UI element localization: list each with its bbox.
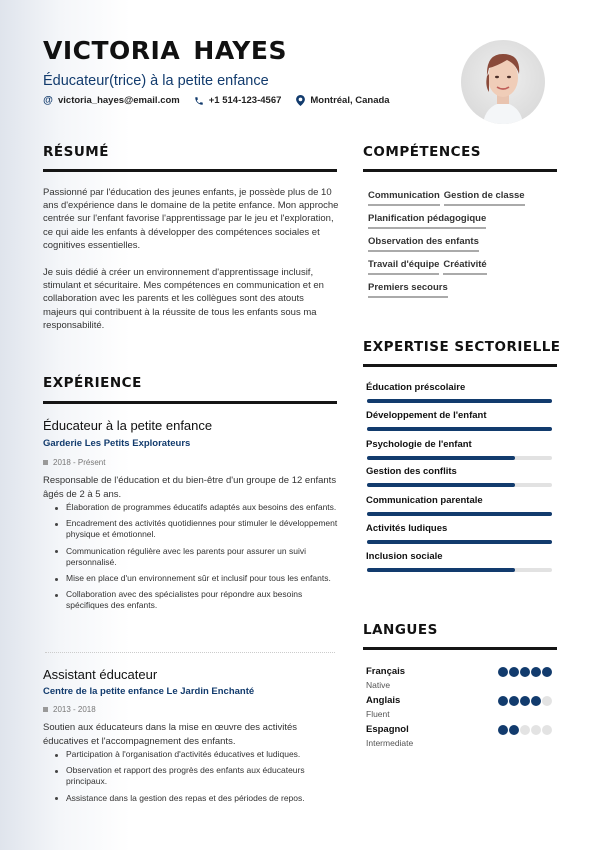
contact-email[interactable] xyxy=(43,95,180,106)
contact-bar xyxy=(43,95,390,106)
expertise-bar-track xyxy=(367,456,552,460)
location-text: Montréal, Canada xyxy=(310,95,390,106)
expertise-item xyxy=(366,466,554,487)
phone-icon xyxy=(194,96,204,106)
language-name: Français xyxy=(366,666,406,677)
expertise-heading-rule xyxy=(363,364,557,367)
experience-heading: EXPÉRIENCE xyxy=(43,375,142,391)
location-pin-icon xyxy=(295,95,305,106)
expertise-bar-fill xyxy=(367,483,515,487)
candidate-title: Éducateur(trice) à la petite enfance xyxy=(43,73,269,89)
language-level: Intermediate xyxy=(366,738,414,748)
language-rating xyxy=(498,667,552,677)
expertise-label: Psychologie de l'enfant xyxy=(366,439,472,450)
rating-dot-filled xyxy=(542,667,552,677)
job-dates-text: 2018 - Présent xyxy=(53,458,106,467)
rating-dot-filled xyxy=(531,696,541,706)
job-dates-text: 2013 - 2018 xyxy=(53,705,96,714)
language-item xyxy=(366,724,556,748)
calendar-icon xyxy=(43,707,48,712)
job-bullet: Observation et rapport des progrès des enfants aux éducateurs principaux. xyxy=(52,765,342,787)
rating-dot-empty xyxy=(542,696,552,706)
skill-tag: Gestion de classe xyxy=(444,189,525,206)
rating-dot-filled xyxy=(520,667,530,677)
rating-dot-filled xyxy=(509,667,519,677)
expertise-label: Communication parentale xyxy=(366,495,483,506)
job-dates xyxy=(43,458,105,467)
expertise-bar-fill xyxy=(367,568,515,572)
rating-dot-filled xyxy=(520,696,530,706)
language-level: Fluent xyxy=(366,709,390,719)
skills-heading: COMPÉTENCES xyxy=(363,144,482,160)
skills-list xyxy=(368,189,558,298)
expertise-item xyxy=(366,523,554,544)
rating-dot-empty xyxy=(520,725,530,735)
job-title: Éducateur à la petite enfance xyxy=(43,418,213,433)
resume-heading-rule xyxy=(43,169,337,172)
language-item xyxy=(366,695,556,719)
calendar-icon xyxy=(43,460,48,465)
email-text: victoria_hayes@email.com xyxy=(58,95,180,106)
expertise-bar-fill xyxy=(367,456,515,460)
expertise-bar-track xyxy=(367,483,552,487)
profile-photo xyxy=(461,40,545,124)
job-divider xyxy=(45,652,335,653)
portrait-illustration xyxy=(461,40,545,124)
language-level: Native xyxy=(366,680,391,690)
experience-heading-rule xyxy=(43,401,337,404)
job-dates xyxy=(43,705,96,714)
rating-dot-filled xyxy=(498,696,508,706)
expertise-item xyxy=(366,551,554,572)
expertise-label: Inclusion sociale xyxy=(366,551,443,562)
expertise-item xyxy=(366,410,554,431)
job-company: Garderie Les Petits Explorateurs xyxy=(43,438,191,449)
expertise-item xyxy=(366,382,554,403)
expertise-bar-track xyxy=(367,568,552,572)
expertise-label: Éducation préscolaire xyxy=(366,382,466,393)
skill-tag: Premiers secours xyxy=(368,281,448,298)
rating-dot-empty xyxy=(542,725,552,735)
contact-location xyxy=(295,95,389,106)
rating-dot-filled xyxy=(498,667,508,677)
candidate-name: VICTORIA HAYES xyxy=(43,36,287,65)
resume-paragraph-1: Passionné par l'éducation des jeunes enfants, je possède plus de 10 ans d'expérience dans le domaine de la petite enfance. Mon approche centrée sur l'enfant favorise l'apprentissage par le jeu et l'exploration, ce qui aide les enfants à développer des compétences sociales et cognitives essentielles. xyxy=(43,187,339,251)
expertise-bar-track xyxy=(367,399,552,403)
expertise-bar-track xyxy=(367,512,552,516)
language-rating xyxy=(498,725,552,735)
job-bullet: Encadrement des activités quotidiennes pour stimuler le développement physique et émotionnel. xyxy=(52,518,342,540)
expertise-item xyxy=(366,495,554,516)
language-name: Anglais xyxy=(366,695,401,706)
job-bullet: Communication régulière avec les parents pour assurer un suivi personnalisé. xyxy=(52,546,342,568)
resume-paragraph-2: Je suis dédié à créer un environnement d'apprentissage inclusif, stimulant et sécuritaire. Mes compétences en communication et en collaboration avec les parents et les collègues sont des atouts majeurs qui contribuent à la réussite de tous les enfants sous ma responsabilité. xyxy=(43,267,324,331)
rating-dot-filled xyxy=(531,667,541,677)
job-description: Responsable de l'éducation et du bien-être d'un groupe de 12 enfants âgés de 2 à 5 ans. xyxy=(43,475,337,500)
job-bullet: Assistance dans la gestion des repas et des périodes de repos. xyxy=(52,793,342,804)
expertise-bar-track xyxy=(367,540,552,544)
skill-tag: Créativité xyxy=(443,258,486,275)
expertise-bar-fill xyxy=(367,540,552,544)
job-title: Assistant éducateur xyxy=(43,667,158,682)
job-company: Centre de la petite enfance Le Jardin Enchanté xyxy=(43,686,255,697)
job-description: Soutien aux éducateurs dans la mise en œuvre des activités éducatives et l'accompagnement des enfants. xyxy=(43,722,297,747)
language-name: Espagnol xyxy=(366,724,409,735)
language-item xyxy=(366,666,556,690)
languages-heading: LANGUES xyxy=(363,622,438,638)
expertise-bar-fill xyxy=(367,399,552,403)
job-bullets xyxy=(52,502,342,617)
languages-heading-rule xyxy=(363,647,557,650)
job-bullet: Élaboration de programmes éducatifs adaptés aux besoins des enfants. xyxy=(52,502,342,513)
expertise-heading: EXPERTISE SECTORIELLE xyxy=(363,339,561,355)
skills-heading-rule xyxy=(363,169,557,172)
expertise-item xyxy=(366,439,554,460)
expertise-label: Activités ludiques xyxy=(366,523,448,534)
rating-dot-filled xyxy=(509,696,519,706)
job-bullet: Collaboration avec des spécialistes pour répondre aux besoins spécifiques des enfants. xyxy=(52,589,342,611)
rating-dot-empty xyxy=(531,725,541,735)
skill-tag: Planification pédagogique xyxy=(368,212,486,229)
contact-phone[interactable] xyxy=(194,95,282,106)
rating-dot-filled xyxy=(498,725,508,735)
phone-text: +1 514-123-4567 xyxy=(208,95,282,106)
resume-heading: RÉSUMÉ xyxy=(43,144,109,160)
skill-tag: Observation des enfants xyxy=(368,235,479,252)
job-bullets xyxy=(52,749,342,809)
at-icon: @ xyxy=(43,95,53,106)
skill-tag: Communication xyxy=(368,189,440,206)
expertise-bar-fill xyxy=(367,512,552,516)
expertise-bar-track xyxy=(367,427,552,431)
job-bullet: Participation à l'organisation d'activités éducatives et ludiques. xyxy=(52,749,342,760)
rating-dot-filled xyxy=(509,725,519,735)
language-rating xyxy=(498,696,552,706)
expertise-label: Développement de l'enfant xyxy=(366,410,487,421)
expertise-label: Gestion des conflits xyxy=(366,466,457,477)
expertise-bar-fill xyxy=(367,427,552,431)
skill-tag: Travail d'équipe xyxy=(368,258,439,275)
job-bullet: Mise en place d'un environnement sûr et inclusif pour tous les enfants. xyxy=(52,573,342,584)
